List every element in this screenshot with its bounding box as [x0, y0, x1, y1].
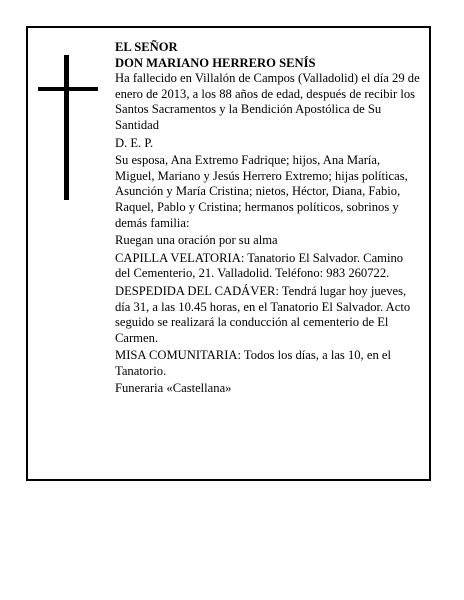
farewell-info: DESPEDIDA DEL CADÁVER: Tendrá lugar hoy jueves, día 31, a las 10.45 horas, en el Tanatorio El Salvador. Acto seguido se realizará la conducción al cementerio de El Carmen. [115, 283, 411, 345]
mass-info: MISA COMUNITARIA: Todos los días, a las 10, en el Tanatorio. [115, 348, 391, 378]
family-list: Su esposa, Ana Extremo Fadrique; hijos, Ana María, Miguel, Mariano y Jesús Herrero Extremo; hijas políticas, Asunción y María Cristina; nietos, Héctor, Diana, Fabio, Raquel, Pablo y Cristina; hermanos políticos, sobrinos y demás familia: [115, 153, 408, 230]
chapel-info: CAPILLA VELATORIA: Tanatorio El Salvador. Camino del Cementerio, 21. Valladolid. Teléfono: 983 260722. [115, 250, 404, 281]
prayer-request: Ruegan una oración por su alma [115, 233, 278, 248]
death-announcement: Ha fallecido en Villalón de Campos (Valladolid) el día 29 de enero de 2013, a los 88 años de edad, después de recibir los Santos Sacramentos y la Bendición Apostólica de Su Santidad [115, 71, 420, 132]
funeral-home: Funeraria «Castellana» [115, 381, 232, 396]
rip-line: D. E. P. [115, 135, 154, 150]
obituary-notice [26, 26, 431, 481]
cross-vertical-bar [64, 55, 69, 200]
notice-title-line1: EL SEÑOR [115, 40, 178, 54]
cross-horizontal-bar [38, 87, 98, 91]
notice-text [115, 40, 421, 399]
notice-title-line2: DON MARIANO HERRERO SENÍS [115, 55, 316, 70]
cross-icon [38, 55, 98, 200]
